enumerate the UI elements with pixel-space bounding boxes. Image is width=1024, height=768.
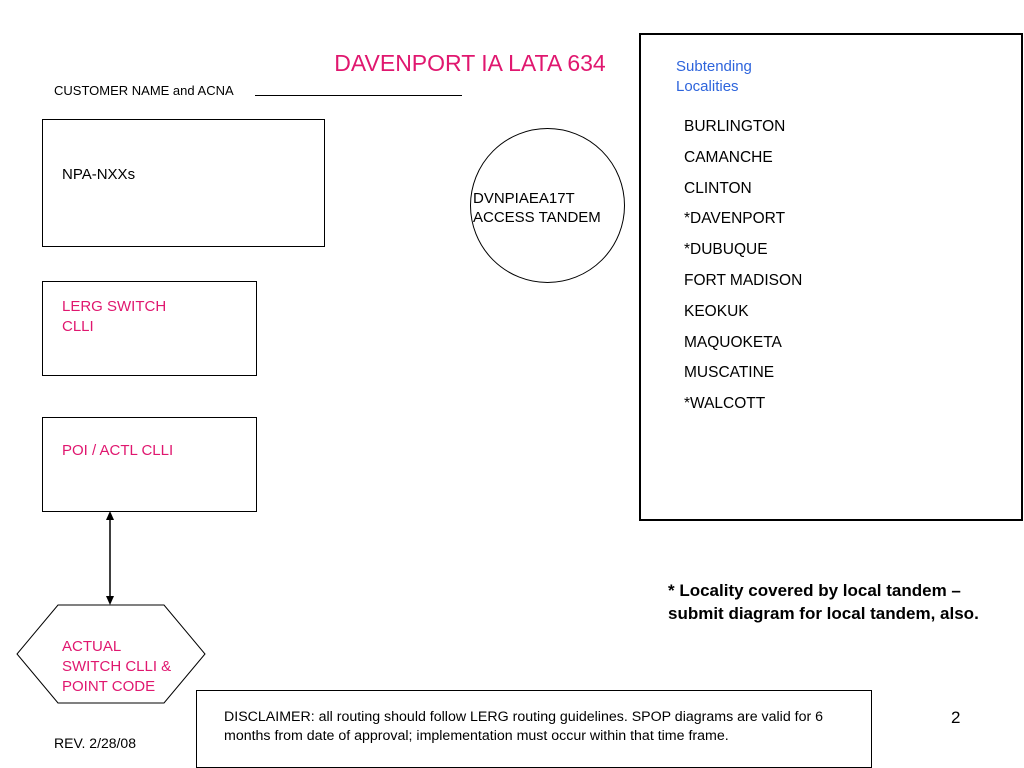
customer-name-label: CUSTOMER NAME and ACNA — [54, 83, 234, 98]
tandem-clli: DVNPIAEA17T — [473, 190, 575, 207]
access-tandem-label — [473, 189, 601, 227]
customer-name-blank-line — [255, 95, 462, 96]
poi-actl-box — [42, 417, 257, 512]
subtending-localities-title: Subtending Localities — [676, 58, 752, 95]
npa-nxx-box — [42, 119, 325, 247]
locality-item: BURLINGTON — [684, 118, 786, 135]
npa-nxx-label: NPA-NXXs — [62, 166, 136, 183]
locality-item: MUSCATINE — [684, 364, 775, 382]
locality-item: KEOKUK — [684, 302, 749, 320]
disclaimer-text: DISCLAIMER: all routing should follow LERG routing guidelines. SPOP diagrams are valid for 6 months from date of approval; implementation must occur within that time frame. — [224, 709, 824, 744]
local-tandem-note: * Locality covered by local tandem – submit diagram for local tandem, also. — [668, 581, 979, 623]
poi-actl-label: POI / ACTL CLLI — [62, 442, 174, 459]
tandem-type: ACCESS TANDEM — [473, 209, 601, 226]
locality-item: CAMANCHE — [684, 148, 773, 166]
double-arrow-connector — [100, 510, 120, 608]
locality-item: *DAVENPORT — [684, 210, 786, 228]
locality-list — [684, 116, 802, 424]
page-number: 2 — [951, 708, 961, 727]
locality-item: CLINTON — [684, 179, 752, 197]
locality-item: FORT MADISON — [684, 271, 803, 289]
diagram-title: DAVENPORT IA LATA 634 — [334, 50, 606, 76]
revision-date: REV. 2/28/08 — [54, 735, 136, 751]
lerg-switch-label: LERG SWITCH CLLI — [62, 298, 167, 335]
locality-item: MAQUOKETA — [684, 333, 782, 351]
locality-item: *WALCOTT — [684, 395, 766, 413]
locality-item: *DUBUQUE — [684, 241, 768, 259]
actual-switch-label: ACTUAL SWITCH CLLI & POINT CODE — [62, 638, 172, 695]
